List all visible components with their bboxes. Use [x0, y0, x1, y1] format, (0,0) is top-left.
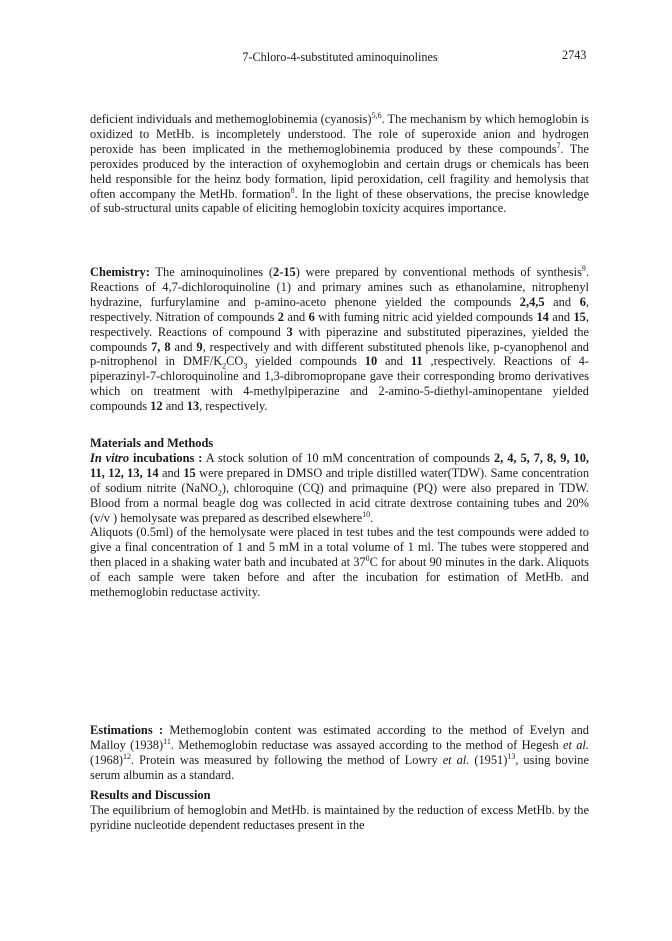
in-vitro-paragraph: In vitro incubations : A stock solution of 10 mM concentration of compounds 2, 4, 5, 7, 8, 9, 10, 11, 12, 13, 14 and 15 were prepared in DMSO and triple distilled water(TDW). Same concentration of sodium nitrite (NaNO$_2$), chloroquine (CQ) and primaquine (PQ) were also prepared in TDW. Blood from a normal beagle dog was collected in acid citrate dextrose containing tubes and 20% (v/v ) hemolysate was prepared as described elsewhere$^{10}$.	[90, 450, 590, 525]
results-heading: Results and Discussion	[90, 788, 211, 802]
chemistry-heading: Chemistry:	[90, 265, 150, 279]
page-number: 2743	[562, 48, 587, 62]
intro-paragraph: deficient individuals and methemoglobinemia (cyanosis)$^{5,6}$. The mechanism by which hemoglobin is oxidized to MetHb. is incompletely understood. The role of superoxide anion and hydrogen peroxide has been implicated in the methemoglobinemia produced by these compounds$^7$. The peroxides produced by the interaction of oxyhemoglobin and certain drugs or chemicals has been held responsible for the heinz body formation, lipid peroxidation, cell fragility and hemolysis that often accompany the MetHb. formation$^8$. In the light of these observations, the precise knowledge of sub-structural units capable of eliciting hemoglobin toxicity acquires importance.	[90, 110, 589, 216]
estimations-heading: Estimations :	[90, 723, 164, 737]
materials-heading: Materials and Methods	[90, 436, 214, 450]
aliquots-paragraph: Aliquots (0.5ml) of the hemolysate were placed in test tubes and the test compounds were added to give a final concentration of 1 and 5 mM in a total volume of 1 ml. The tubes were stoppered and then placed in a shaking water bath and incubated at $37^0C$ for about 90 minutes in the dark. Aliquots of each sample were taken before and after the incubation for estimation of MetHb. and methemoglobin reductase activity.	[90, 525, 590, 600]
chemistry-paragraph: Chemistry: The aminoquinolines (2-15) were prepared by conventional methods of synthesis$^9$. Reactions of 4,7-dichloroquinoline (1) and primary amines such as ethanolamine, nitrophenyl hydrazine, furfurylamine and p-amino-aceto phenone yielded the compounds 2,4,5 and 6, respectively. Nitration of compounds 2 and 6 with fuming nitric acid yielded compounds 14 and 15, respectively. Reactions of compound 3 with piperazine and substituted piperazines, yielded the compounds 7, 8 and 9, respectively and with different substituted phenols like, p-cyanophenol and p-nitrophenol in DMF/$K_2CO_3$ yielded compounds 10 and 11 ,respectively. Reactions of 4-piperazinyl-7-chloroquinoline and 1,3-dibromopropane gave their corresponding bromo derivatives which on treatment with 4-methylpiperazine and 2-amino-5-diethyl-aminopentane yielded compounds 12 and 13, respectively.	[90, 263, 590, 414]
results-paragraph: The equilibrium of hemoglobin and MetHb. is maintained by the reduction of excess MetHb. by the pyridine nucleotide dependent reductases present in the	[90, 802, 589, 832]
materials-section	[90, 436, 589, 600]
results-section	[90, 788, 589, 833]
running-header: 7-Chloro-4-substituted aminoquinolines	[242, 50, 438, 64]
estimations-paragraph: Estimations : Methemoglobin content was estimated according to the method of Evelyn and Malloy $(1938)^{11}$. Methemoglobin reductase was assayed according to the method of Hegesh et al. $(1968)^{12}$. Protein was measured by following the method of Lowry et al. $(1951)^{13}$, using bovine serum albumin as a standard.	[90, 723, 589, 782]
